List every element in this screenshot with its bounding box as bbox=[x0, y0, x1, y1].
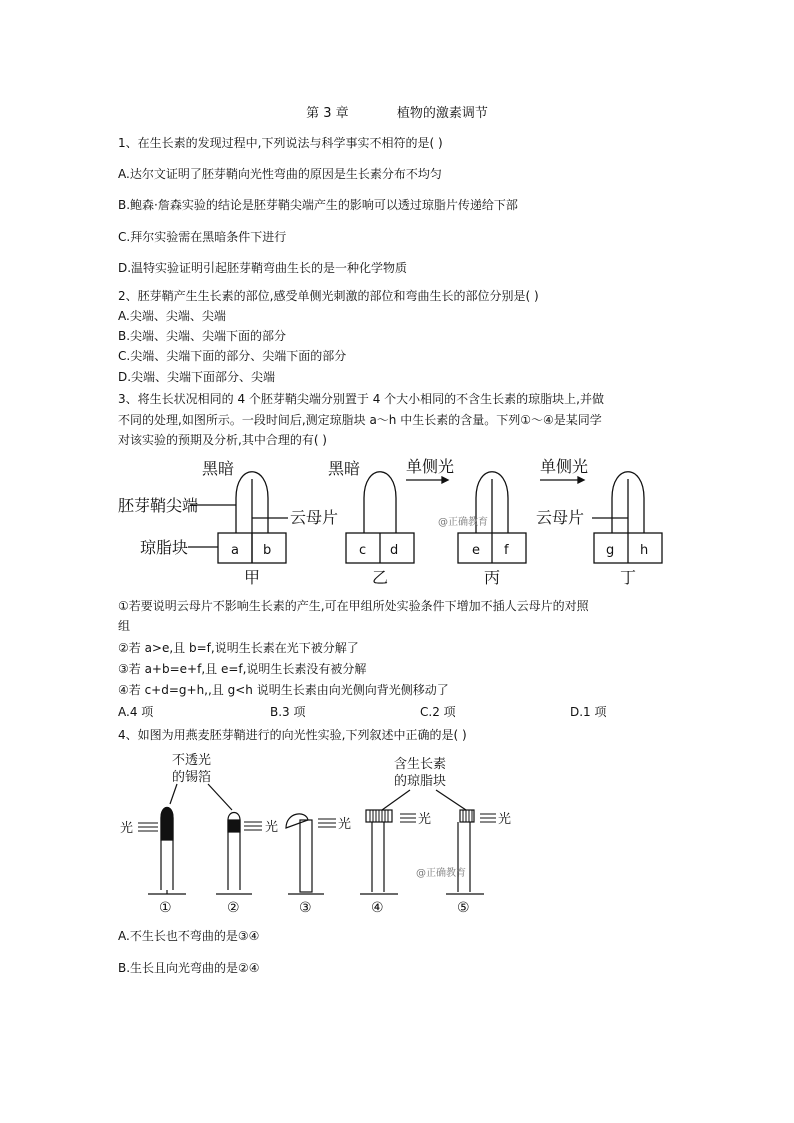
block-g: g bbox=[606, 543, 615, 558]
coleoptile-3 bbox=[300, 820, 312, 892]
q2-option-b: B.尖端、尖端、尖端下面的部分 bbox=[118, 329, 287, 343]
group-ding: 丁 bbox=[620, 568, 637, 587]
light-label-ding: 单侧光 bbox=[540, 457, 589, 476]
q3-option-b: B.3 项 bbox=[270, 705, 306, 719]
q2-stem: 2、胚芽鞘产生生长素的部位,感受单侧光刺激的部位和弯曲生长的部位分别是( ) bbox=[118, 289, 539, 303]
q3-option-c: C.2 项 bbox=[420, 705, 456, 719]
foil-label-line-1: 不透光 bbox=[172, 753, 212, 768]
chapter-name: 植物的激素调节 bbox=[396, 106, 488, 121]
block-a: a bbox=[231, 543, 239, 558]
block-f: f bbox=[504, 543, 509, 558]
agar-label-line-1: 含生长素 bbox=[394, 757, 447, 772]
foil-ring-2 bbox=[228, 820, 240, 832]
q1-stem: 1、在生长素的发现过程中,下列说法与科学事实不相符的是( ) bbox=[118, 136, 443, 150]
number-3: ③ bbox=[299, 900, 312, 916]
q3-statement-3: ③若 a+b=e+f,且 e=f,说明生长素没有被分解 bbox=[118, 662, 367, 676]
dark-label-jia: 黑暗 bbox=[202, 459, 235, 478]
watermark-q3: @正确教育 bbox=[438, 517, 488, 528]
dark-label-yi: 黑暗 bbox=[328, 459, 361, 478]
light-label-5: 光 bbox=[498, 812, 512, 827]
page-title bbox=[0, 102, 794, 121]
q3-statement-1-cont: 组 bbox=[118, 619, 131, 633]
chapter-number: 第 3 章 bbox=[306, 106, 349, 121]
removed-tip-3 bbox=[286, 814, 308, 828]
block-h: h bbox=[640, 543, 649, 558]
agar-label: 琼脂块 bbox=[140, 538, 189, 557]
group-jia: 甲 bbox=[244, 568, 261, 587]
q3-stem-line-2: 不同的处理,如图所示。一段时间后,测定琼脂块 a～h 中生长素的含量。下列①～④是某同学 bbox=[118, 413, 602, 427]
block-b: b bbox=[263, 543, 272, 558]
q4-figure bbox=[110, 748, 530, 918]
number-4: ④ bbox=[371, 900, 384, 916]
q4-option-a: A.不生长也不弯曲的是③④ bbox=[118, 929, 260, 943]
q3-statement-4: ④若 c+d=g+h,,且 g<h 说明生长素由向光侧向背光侧移动了 bbox=[118, 683, 449, 697]
q3-figure bbox=[110, 455, 680, 590]
number-1: ① bbox=[159, 900, 172, 916]
group-bing: 丙 bbox=[484, 568, 501, 587]
q2-option-d: D.尖端、尖端下面部分、尖端 bbox=[118, 370, 276, 384]
group-yi: 乙 bbox=[372, 568, 389, 587]
q3-statement-1: ①若要说明云母片不影响生长素的产生,可在甲组所处实验条件下增加不插人云母片的对照 bbox=[118, 599, 589, 613]
q3-statement-2: ②若 a>e,且 b=f,说明生长素在光下被分解了 bbox=[118, 641, 359, 655]
q3-stem-line-3: 对该实验的预期及分析,其中合理的有( ) bbox=[118, 433, 327, 447]
block-d: d bbox=[390, 543, 399, 558]
coleoptile-tip-yi bbox=[364, 472, 396, 533]
light-label-2: 光 bbox=[265, 820, 279, 835]
agar-label-line-2: 的琼脂块 bbox=[394, 774, 447, 789]
q1-option-c: C.拜尔实验需在黑暗条件下进行 bbox=[118, 230, 287, 244]
light-label-bing: 单侧光 bbox=[406, 457, 455, 476]
light-label-3: 光 bbox=[338, 817, 352, 832]
mica-label-1: 云母片 bbox=[290, 508, 339, 527]
q3-stem-line-1: 3、将生长状况相同的 4 个胚芽鞘尖端分别置于 4 个大小相同的不含生长素的琼脂块上,并做 bbox=[118, 392, 604, 406]
light-label-1: 光 bbox=[120, 821, 134, 836]
mica-label-2: 云母片 bbox=[536, 508, 585, 527]
number-2: ② bbox=[227, 900, 240, 916]
q1-option-b: B.鲍森·詹森实验的结论是胚芽鞘尖端产生的影响可以透过琼脂片传递给下部 bbox=[118, 198, 518, 212]
foil-label-line-2: 的锡箔 bbox=[172, 770, 212, 785]
block-c: c bbox=[359, 543, 367, 558]
foil-cap-1 bbox=[161, 808, 173, 841]
number-5: ⑤ bbox=[457, 900, 470, 916]
q3-option-d: D.1 项 bbox=[570, 705, 607, 719]
tip-label: 胚芽鞘尖端 bbox=[118, 496, 199, 515]
block-e: e bbox=[472, 543, 480, 558]
q3-option-a: A.4 项 bbox=[118, 705, 154, 719]
q4-option-b: B.生长且向光弯曲的是②④ bbox=[118, 961, 260, 975]
q1-option-a: A.达尔文证明了胚芽鞘向光性弯曲的原因是生长素分布不均匀 bbox=[118, 167, 442, 181]
watermark-q4: @正确教育 bbox=[416, 868, 466, 879]
q2-option-c: C.尖端、尖端下面的部分、尖端下面的部分 bbox=[118, 349, 347, 363]
light-label-4: 光 bbox=[418, 812, 432, 827]
q1-option-d: D.温特实验证明引起胚芽鞘弯曲生长的是一种化学物质 bbox=[118, 261, 408, 275]
q4-stem: 4、如图为用燕麦胚芽鞘进行的向光性实验,下列叙述中正确的是( ) bbox=[118, 728, 467, 742]
q2-option-a: A.尖端、尖端、尖端 bbox=[118, 309, 226, 323]
